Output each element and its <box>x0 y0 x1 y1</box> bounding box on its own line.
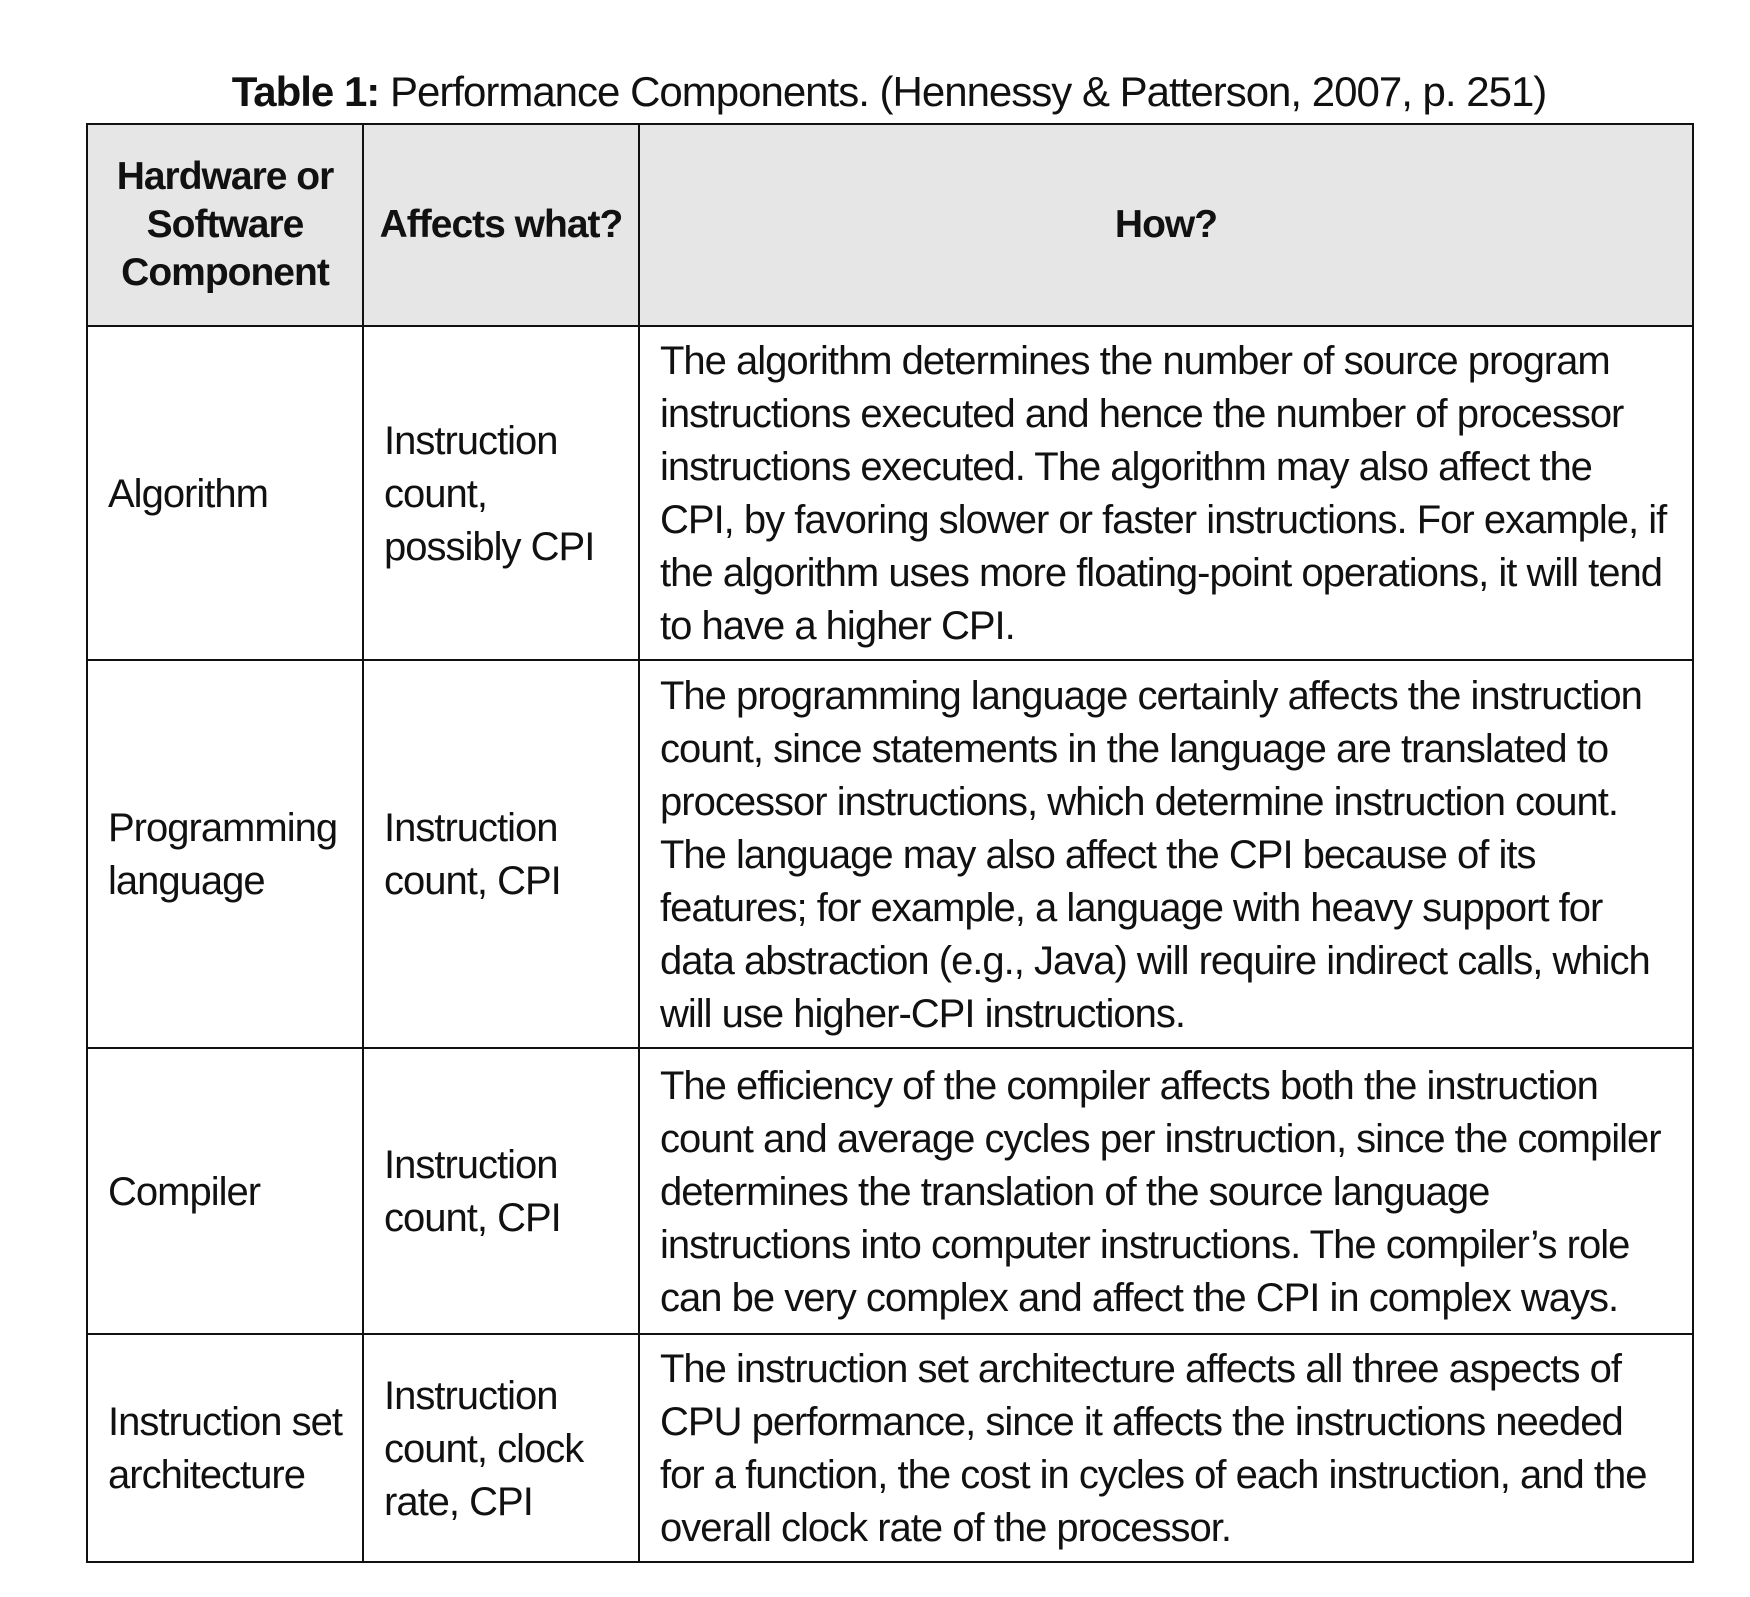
header-how: How? <box>639 124 1693 326</box>
table-body <box>87 326 1693 1562</box>
cell-how: The instruction set architecture affects all three aspects of CPU performance, since it affects the instructions needed for a function, the cost in cycles of each instruction, and the overall clock rate of the processor. <box>639 1334 1693 1562</box>
caption-label: Table 1: <box>231 68 380 115</box>
table-row <box>87 326 1693 660</box>
cell-component: Algorithm <box>87 326 363 660</box>
header-affects: Affects what? <box>363 124 639 326</box>
cell-component: Instruction set architecture <box>87 1334 363 1562</box>
caption-text: Performance Components. (Hennessy & Patterson, 2007, p. 251) <box>379 68 1547 115</box>
table-caption <box>86 66 1692 118</box>
table-row <box>87 1048 1693 1334</box>
cell-component: Programming language <box>87 660 363 1048</box>
cell-component: Compiler <box>87 1048 363 1334</box>
cell-affects: Instruction count, CPI <box>363 1048 639 1334</box>
cell-affects: Instruction count, possibly CPI <box>363 326 639 660</box>
header-component: Hardware or Software Component <box>87 124 363 326</box>
cell-affects: Instruction count, CPI <box>363 660 639 1048</box>
cell-how: The programming language certainly affects the instruction count, since statements in the language are translated to processor instructions, which determine instruction count. The language may also affect the CPI because of its features; for example, a language with heavy support for data abstraction (e.g., Java) will require indirect calls, which will use higher-CPI instructions. <box>639 660 1693 1048</box>
header-row <box>87 124 1693 326</box>
cell-affects: Instruction count, clock rate, CPI <box>363 1334 639 1562</box>
table-row <box>87 1334 1693 1562</box>
table-header <box>87 124 1693 326</box>
cell-how: The efficiency of the compiler affects both the instruction count and average cycles per instruction, since the compiler determines the translation of the source language instructions into computer instructions. The compiler’s role can be very complex and affect the CPI in complex ways. <box>639 1048 1693 1334</box>
table-row <box>87 660 1693 1048</box>
performance-components-table <box>86 123 1694 1563</box>
cell-how: The algorithm determines the number of source program instructions executed and hence the number of processor instructions executed. The algorithm may also affect the CPI, by favoring slower or faster instructions. For example, if the algorithm uses more floating-point operations, it will tend to have a higher CPI. <box>639 326 1693 660</box>
